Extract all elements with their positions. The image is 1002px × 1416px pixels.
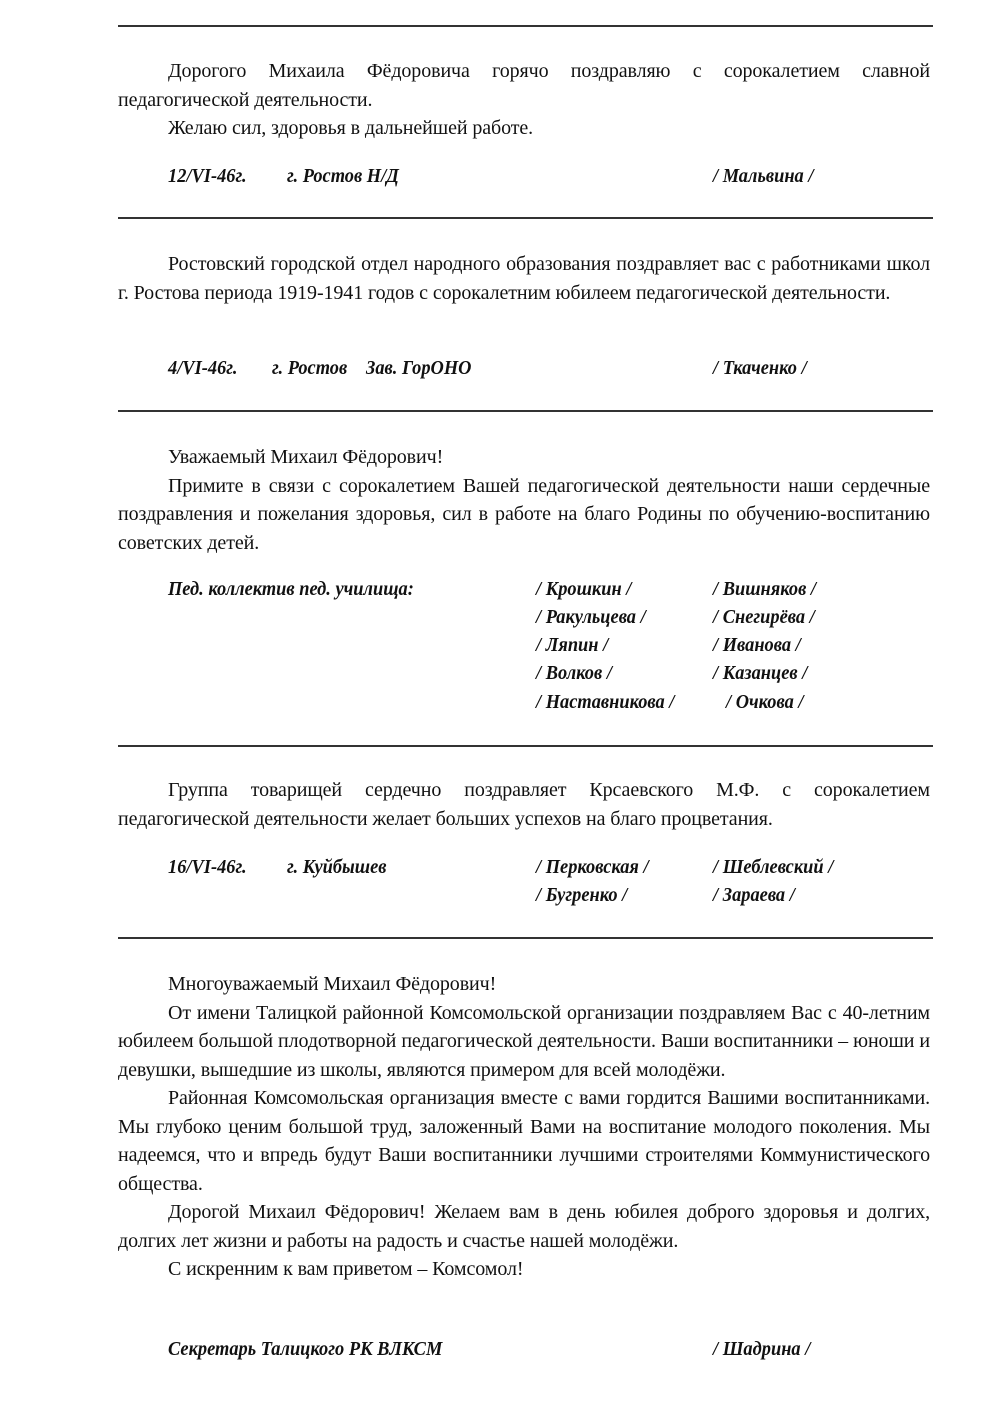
signature-name: / Зараева / [713,884,795,906]
signature-date: 4/VI-46г. [168,357,238,379]
signature-label: Пед. коллектив пед. училища: [168,578,414,600]
paragraph: Желаю сил, здоровья в дальнейшей работе. [168,117,534,139]
letter-1 [118,57,930,143]
paragraph: Районная Комсомольская организация вместе с вами гордится Вашими воспитанниками. Мы глубоко ценим большой труд, заложенный Вами на воспитание молодого поколения. Мы надеемся, что и впредь будут Ваши воспитанники лучшими строителями Коммунистического общества. [118,1087,930,1195]
signature-name: / Крошкин / [536,578,632,600]
greeting: Уважаемый Михаил Фёдорович! [168,446,444,468]
divider [118,410,933,412]
signature-name: / Ракульцева / [536,606,646,628]
signature-position: Секретарь Талицкого РК ВЛКСМ [168,1338,443,1360]
signature-date: 16/VI-46г. [168,856,247,878]
greeting: Многоуважаемый Михаил Фёдорович! [168,973,497,995]
paragraph: Дорогой Михаил Фёдорович! Желаем вам в день юбилея доброго здоровья и долгих, долгих лет жизни и работы на радость и счастье нашей молодёжи. [118,1201,930,1252]
letter-4 [118,776,930,833]
divider [118,25,933,27]
signature-name: / Мальвина / [713,165,814,187]
divider [118,937,933,939]
letter-3 [118,443,930,557]
signature-name: / Бугренко / [536,884,628,906]
signature-date: 12/VI-46г. [168,165,247,187]
signature-place: г. Ростов [272,357,348,379]
signature-name: / Волков / [536,662,612,684]
signature-name: / Вишняков / [713,578,816,600]
paragraph: Примите в связи с сорокалетием Вашей педагогической деятельности наши сердечные поздравления и пожелания здоровья, сил в работе на благо Родины по обучению-воспитанию советских детей. [118,474,930,554]
signature-place: г. Куйбышев [287,856,387,878]
signature-name: / Снегирёва / [713,606,815,628]
signature-name: / Ляпин / [536,634,609,656]
signature-name: / Казанцев / [713,662,808,684]
signature-name: / Перковская / [536,856,649,878]
divider [118,745,933,747]
signature-place: г. Ростов Н/Д [287,165,399,187]
signature-name: / Шадрина / [713,1338,811,1360]
letter-5 [118,970,930,1284]
signature-name: / Очкова / [726,691,804,713]
paragraph: Ростовский городской отдел народного образования поздравляет вас с работниками школ г. Ростова периода 1919-1941 годов с сорокалетним юбилеем педагогической деятельности. [118,253,930,304]
signature-name: / Иванова / [713,634,801,656]
signature-name: / Ткаченко / [713,357,807,379]
signature-name: / Шеблевский / [713,856,834,878]
paragraph: Группа товарищей сердечно поздравляет Крсаевского М.Ф. с сорокалетием педагогической деятельности желает больших успехов на благо процветания. [118,779,930,830]
closing: С искренним к вам приветом – Комсомол! [168,1258,524,1280]
paragraph: Дорогого Михаила Фёдоровича горячо поздравляю с сорокалетием славной педагогической деятельности. [118,60,930,111]
divider [118,217,933,219]
signature-position: Зав. ГорОНО [366,357,472,379]
letter-2 [118,250,930,307]
paragraph: От имени Талицкой районной Комсомольской организации поздравляем Вас с 40-летним юбилеем большой плодотворной педагогической деятельности. Ваши воспитанники – юноши и девушки, вышедшие из школы, являются примером для всей молодёжи. [118,1001,930,1081]
signature-name: / Наставникова / [536,691,675,713]
